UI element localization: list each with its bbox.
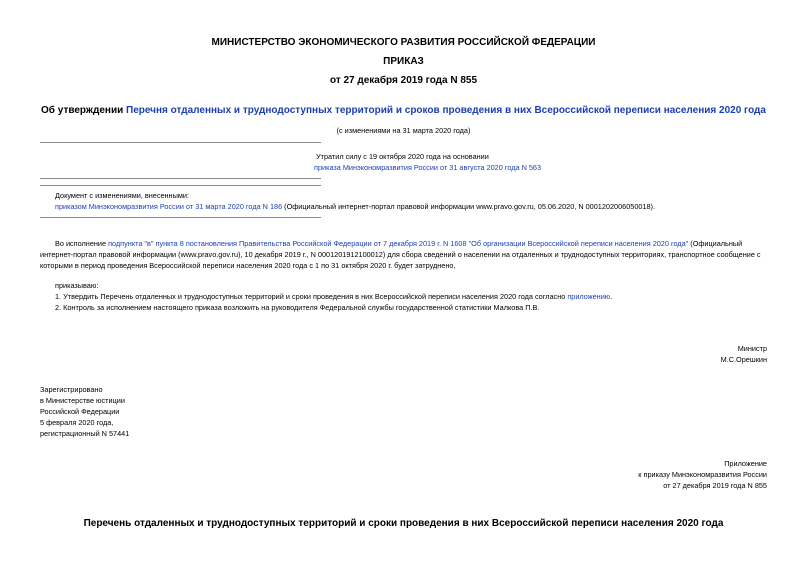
amending-order-link[interactable]: приказом Минэкономразвития России от 31 марта 2020 года N 186 [55,202,283,211]
divider [40,217,321,218]
resolution-link[interactable]: подпункта "в" пункта 8 постановления Правительства Российской Федерации от 7 декабря 2019 г. N 1608 [108,239,467,248]
registration-number: регистрационный N 57441 [40,429,130,438]
divider [40,185,321,186]
signatory-name: М.С.Орешкин [720,355,767,364]
amended-doc-line [55,201,655,212]
resolution-title-link[interactable]: "Об организации Всероссийской переписи населения 2020 года" [468,239,689,248]
registration-line: Российской Федерации [40,407,120,416]
amendments-note: (с изменениями на 31 марта 2020 года) [336,126,471,135]
order-item-1: 1. Утвердить Перечень отдаленных и труднодоступных территорий и сроки проведения в них Всероссийской переписи населения 2020 года согласно приложению. [55,292,613,301]
appendix-date: от 27 декабря 2019 года N 855 [663,481,767,490]
preamble-intro: Во исполнение [55,239,109,248]
ministry-heading: МИНИСТЕРСТВО ЭКОНОМИЧЕСКОГО РАЗВИТИЯ РОССИЙСКОЙ ФЕДЕРАЦИИ [211,37,596,48]
divider [40,142,321,143]
registration-line: 5 февраля 2020 года, [40,418,114,427]
order-item-2: 2. Контроль за исполнением настоящего приказа возложить на руководителя Федеральной службы государственной статистики Малкова П.В. [55,303,540,312]
preamble-rest: (Официальный интернет-портал правовой информации (www.pravo.gov.ru), 10 декабря 2019 г., N 0001201912100012) для сбора сведений о населении на отдаленных и труднодоступных территориях, транспортное сообщение с которыми в период проведения Всероссийской переписи населения 2020 года с 1 по 31 октября 2020 г. будет затруднено, [40,239,761,270]
order-word: приказываю: [55,281,99,290]
signatory-position: Министр [737,344,767,353]
title-prefix: Об утверждении [41,105,127,116]
preamble-paragraph [40,238,767,271]
appendix-label: Приложение [724,459,767,468]
doc-type-heading: ПРИКАЗ [383,56,424,67]
registration-line: в Министерстве юстиции [40,396,125,405]
appendix-link[interactable]: приложению [567,292,611,301]
amended-doc-label: Документ с изменениями, внесенными: [55,191,189,200]
amended-doc-source: (Официальный интернет-портал правовой информации www.pravo.gov.ru, 05.06.2020, N 0001202006050018). [282,202,656,211]
registration-line: Зарегистрировано [40,385,103,394]
expired-note: Утратил силу с 19 октября 2020 года на основании [316,152,489,161]
appendix-title: Перечень отдаленных и труднодоступных территорий и сроки проведения в них Всероссийской переписи населения 2020 года [83,518,724,529]
title-link[interactable]: Перечня отдаленных и труднодоступных территорий и сроков проведения в них Всероссийской переписи населения 2020 года [126,105,766,116]
appendix-reference: к приказу Минэкономразвития России [638,470,767,479]
divider [40,178,321,179]
document-title [0,105,807,116]
doc-date-number: от 27 декабря 2019 года N 855 [329,75,478,86]
expired-order-link[interactable]: приказа Минэкономразвития России от 31 августа 2020 года N 563 [314,163,542,172]
